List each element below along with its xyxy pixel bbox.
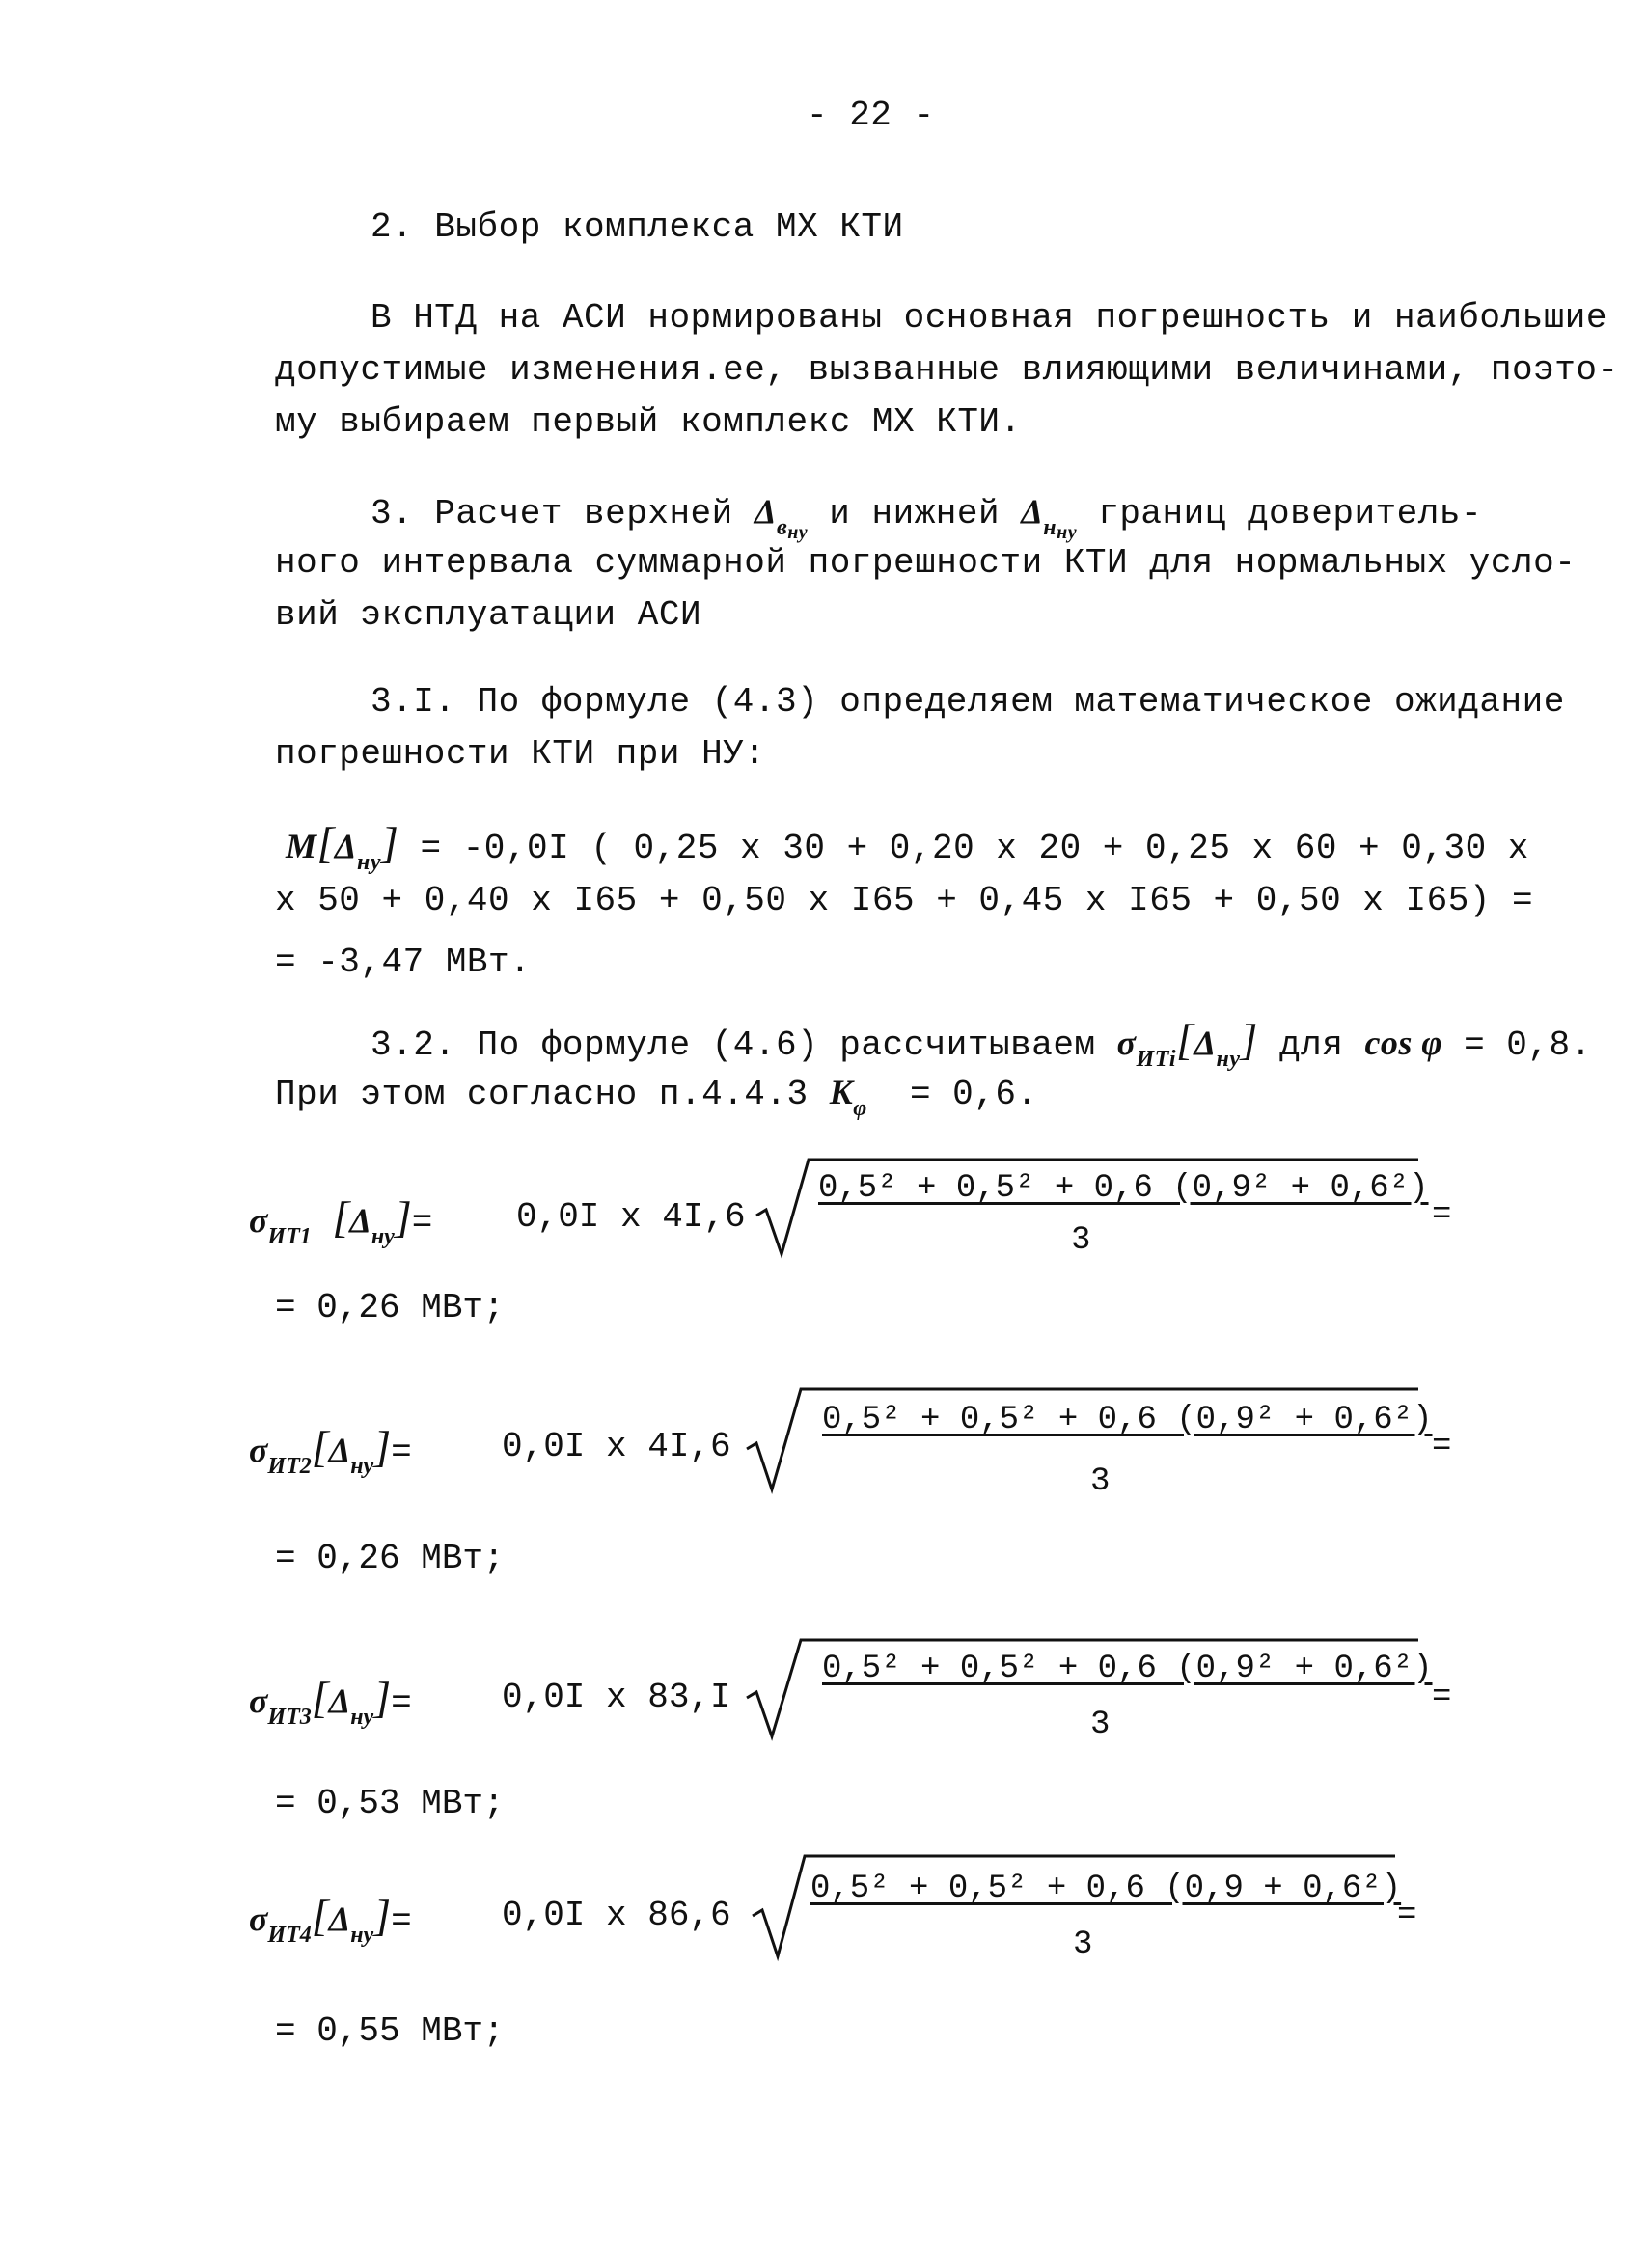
equation-1-coefficient: 0,0I x 4I,6 [516, 1197, 746, 1237]
section-2-para-line-1: В НТД на АСИ нормированы основная погрешность и наибольшие [371, 298, 1608, 338]
cos-phi: cos φ [1364, 1024, 1442, 1062]
page-number: - 22 - [807, 96, 935, 135]
math-m-symbol: M [286, 827, 317, 865]
section-3-line-3: вий эксплуатации АСИ [275, 595, 702, 635]
section-3-1-line-1: 3.I. По формуле (4.3) определяем математическое ожидание [371, 682, 1565, 722]
equation-4-tail-equals: = [1397, 1898, 1417, 1934]
equation-3-denominator: 3 [1090, 1707, 1111, 1743]
section-3-2-line-1: 3.2. По формуле (4.6) рассчитываем $\sigma_{ИТi}[\Delta_{ну}]$ для cos φ = 0,8. [371, 1015, 1592, 1072]
formula-expectation-line-2: x 50 + 0,40 x I65 + 0,50 x I65 + 0,45 x I65 + 0,50 x I65) = [275, 881, 1534, 920]
equation-2-result: = 0,26 МВт; [275, 1539, 505, 1578]
equation-2-numerator: 0,5² + 0,5² + 0,6 (0,9² + 0,6²) [822, 1402, 1433, 1438]
delta-lower-symbol: $\Delta_{нну}$ [1021, 492, 1078, 543]
section-3-2-line-2: При этом согласно п.4.4.3 $K_\varphi = 0,6$. [275, 1073, 1038, 1121]
equation-1-denominator: 3 [1071, 1222, 1091, 1259]
equation-4-lhs: $\sigma_{ИТ4}[\Delta_{ну}]=$ [249, 1891, 412, 1948]
delta-upper-symbol: $\Delta_{вну}$ [754, 492, 809, 543]
equation-3-coefficient: 0,0I x 83,I [502, 1678, 731, 1717]
equation-4-denominator: 3 [1073, 1926, 1093, 1963]
equation-3-lhs: $\sigma_{ИТ3}[\Delta_{ну}]=$ [249, 1673, 412, 1730]
section-2-heading: 2. Выбор комплекса МХ КТИ [371, 207, 904, 247]
equation-1-tail-equals: = [1432, 1197, 1452, 1234]
equation-2-tail-equals: = [1432, 1429, 1452, 1465]
equation-4-coefficient: 0,0I x 86,6 [502, 1896, 731, 1935]
equation-3-numerator: 0,5² + 0,5² + 0,6 (0,9² + 0,6²) [822, 1651, 1433, 1687]
equation-4-numerator: 0,5² + 0,5² + 0,6 (0,9 + 0,6²) [810, 1871, 1402, 1907]
equation-4-result: = 0,55 МВт; [275, 2011, 505, 2051]
equation-1-lhs: $\sigma_{ИТ1}$ $[\Delta_{ну}]=$ [249, 1192, 433, 1249]
equation-2-coefficient: 0,0I x 4I,6 [502, 1427, 731, 1466]
section-2-para-line-3: му выбираем первый комплекс МХ КТИ. [275, 402, 1022, 442]
section-3-1-line-2: погрешности КТИ при НУ: [275, 734, 766, 774]
k-phi-symbol: $K_\varphi$ [829, 1073, 867, 1121]
section-2-para-line-2: допустимые изменения.ее, вызванные влияющими величинами, поэто- [275, 350, 1619, 390]
equation-1-numerator: 0,5² + 0,5² + 0,6 (0,9² + 0,6²) [818, 1170, 1429, 1207]
equation-2-lhs: $\sigma_{ИТ2}[\Delta_{ну}]=$ [249, 1422, 412, 1479]
formula-expectation-result: = -3,47 МВт. [275, 943, 532, 982]
equation-2-denominator: 3 [1090, 1463, 1111, 1500]
section-3-line-1: 3. Расчет верхней $\Delta_{вну}$ и нижней $\Delta_{нну}$ границ доверитель- [371, 492, 1483, 543]
section-3-line-2: ного интервала суммарной погрешности КТИ для нормальных усло- [275, 543, 1577, 583]
sigma-it-i-symbol: $\sigma_{ИТi}$ [1116, 1024, 1177, 1072]
equation-3-tail-equals: = [1432, 1680, 1452, 1716]
equation-1-result: = 0,26 МВт; [275, 1288, 505, 1327]
formula-expectation-line-1: $M[\Delta_{ну}] = -0,0I$ ( 0,25 x 30 + 0,20 x 20 + 0,25 x 60 + 0,30 x [286, 818, 1529, 875]
equation-3-result: = 0,53 МВт; [275, 1784, 505, 1823]
